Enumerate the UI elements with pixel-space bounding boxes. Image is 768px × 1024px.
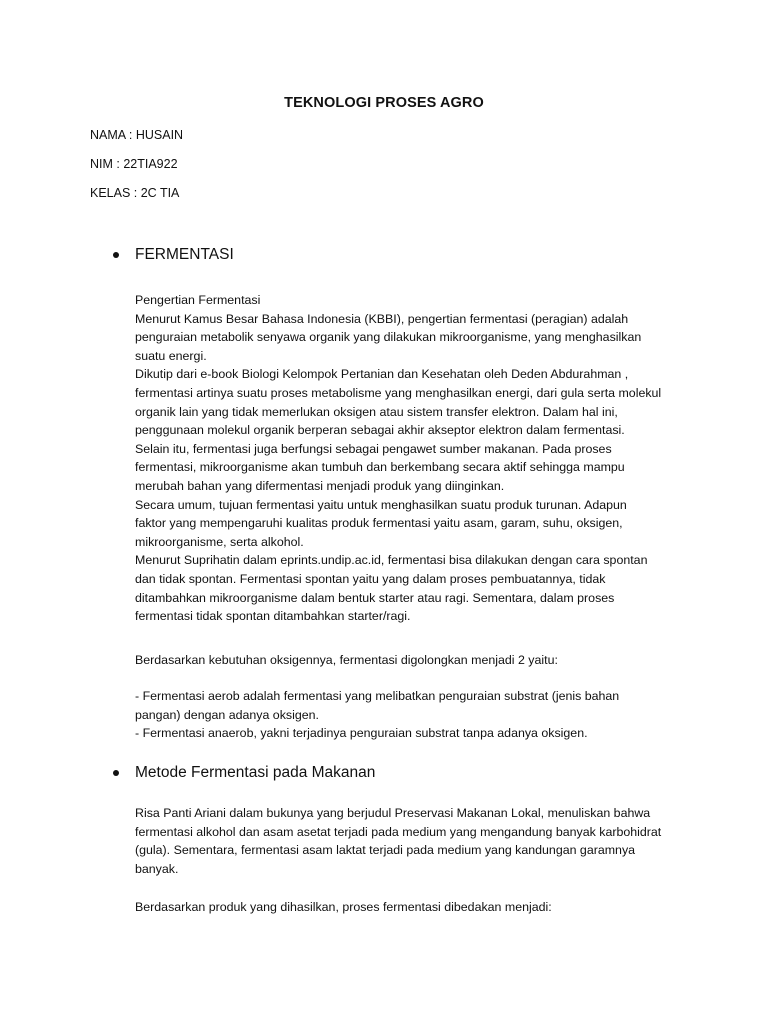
paragraph-line: organik lain yang tidak memerlukan oksigen atau sistem transfer elektron. Dalam hal ini, [135,404,618,419]
list-item: - Fermentasi anaerob, yakni terjadinya penguraian substrat tanpa adanya oksigen. [135,726,588,741]
section-heading-text: Metode Fermentasi pada Makanan [135,764,376,781]
student-name: NAMA : HUSAIN [90,128,184,142]
paragraph-line: penguraian metabolik senyawa organik yang dilakukan mikroorganisme, yang menghasilkan [135,330,642,345]
paragraph-line: merubah bahan yang difermentasi menjadi produk yang diinginkan. [135,478,505,493]
student-id: NIM : 22TIA922 [90,157,178,171]
metode-paragraph [135,804,695,878]
paragraph-line: fermentasi artinya suatu proses metabolisme yang menghasilkan energi, dari gula serta molekul [135,385,662,400]
paragraph-line: Dikutip dari e-book Biologi Kelompok Pertanian dan Kesehatan oleh Deden Abdurahman , [135,367,629,382]
paragraph-line: mikroorganisme, serta alkohol. [135,534,304,549]
section-heading-fermentasi [113,246,234,264]
paragraph-line: fermentasi alkohol dan asam asetat terjadi pada medium yang mengandung banyak karbohidrat [135,824,662,839]
paragraph-line: dan tidak spontan. Fermentasi spontan yaitu yang dalam proses pembuatannya, tidak [135,571,606,586]
paragraph-line: banyak. [135,861,179,876]
metode-closing [135,898,695,917]
paragraph-line: fermentasi, mikroorganisme akan tumbuh dan berkembang secara aktif sehingga mampu [135,460,625,475]
paragraph-line: fermentasi tidak spontan ditambahkan starter/ragi. [135,609,411,624]
section-heading-metode [113,764,375,782]
paragraph-line: Pengertian Fermentasi [135,293,261,307]
paragraph-line: Menurut Kamus Besar Bahasa Indonesia (KBBI), pengertian fermentasi (peragian) adalah [135,311,629,326]
paragraph-line: ditambahkan mikroorganisme dalam bentuk starter atau ragi. Sementara, dalam proses [135,590,615,605]
paragraph-line: suatu energi. [135,348,207,363]
list-item: - Fermentasi aerob adalah fermentasi yang melibatkan penguraian substrat (jenis bahan [135,689,620,703]
paragraph-line: Menurut Suprihatin dalam eprints.undip.ac.id, fermentasi bisa dilakukan dengan cara spontan [135,553,648,568]
bullet-icon [113,252,119,258]
paragraph-line: (gula). Sementara, fermentasi asam laktat terjadi pada medium yang kandungan garamnya [135,843,636,858]
list-item: pangan) dengan adanya oksigen. [135,707,319,722]
paragraph-line: Berdasarkan produk yang dihasilkan, proses fermentasi dibedakan menjadi: [135,900,552,914]
paragraph-line: Berdasarkan kebutuhan oksigennya, fermentasi digolongkan menjadi 2 yaitu: [135,653,558,667]
paragraph-line: penggunaan molekul organik berperan sebagai akhir akseptor elektron dalam fermentasi. [135,423,625,438]
classification-list [135,687,695,743]
section-heading-text: FERMENTASI [135,246,234,263]
document-title: TEKNOLOGI PROSES AGRO [284,95,484,111]
paragraph-line: Secara umum, tujuan fermentasi yaitu untuk menghasilkan suatu produk turunan. Adapun [135,497,627,512]
student-class: KELAS : 2C TIA [90,186,180,200]
paragraph-line: Selain itu, fermentasi juga berfungsi sebagai pengawet sumber makanan. Pada proses [135,441,612,456]
paragraph-line: Risa Panti Ariani dalam bukunya yang berjudul Preservasi Makanan Lokal, menuliskan bahwa [135,806,651,820]
bullet-icon [113,770,119,776]
classification-intro [135,651,695,670]
paragraph-line: faktor yang mempengaruhi kualitas produk fermentasi yaitu asam, garam, suhu, oksigen, [135,516,623,531]
fermentasi-paragraph [135,291,695,626]
